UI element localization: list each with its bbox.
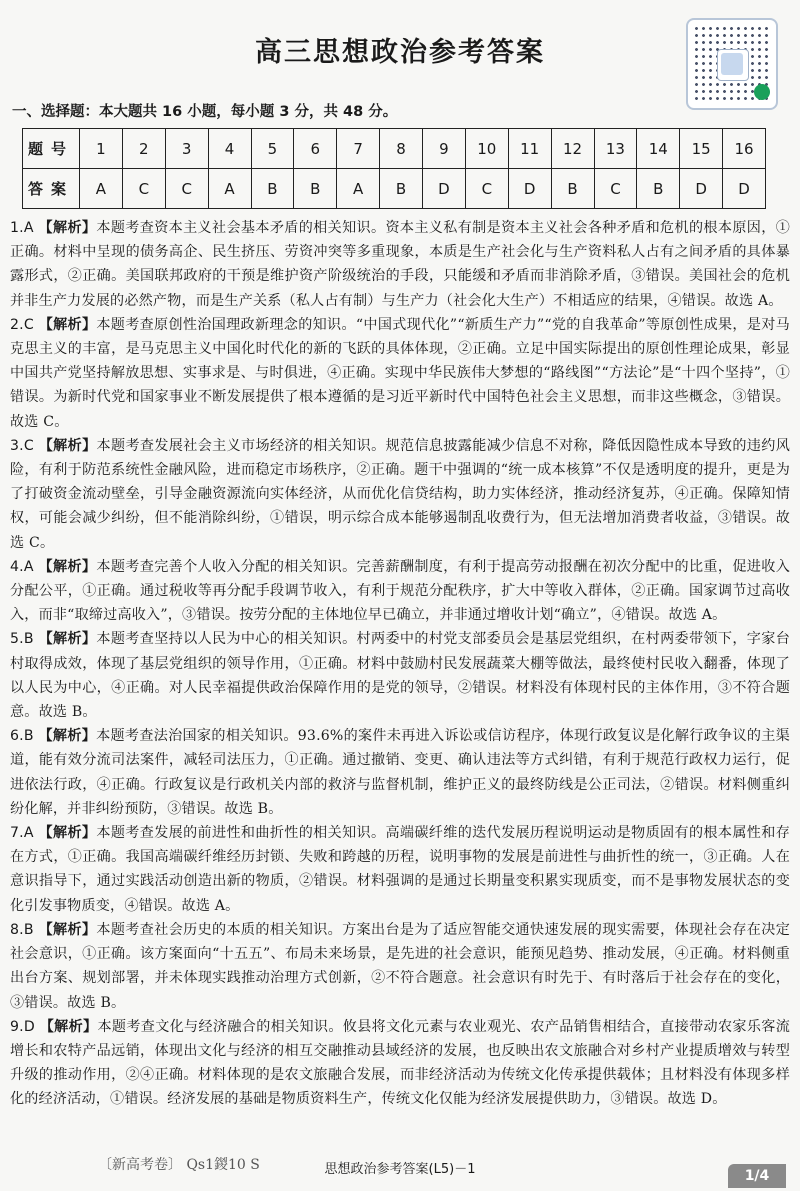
footer-exam-code: 〔新高考卷〕 Qs1鍐10 S xyxy=(98,1157,260,1173)
item-number: 8.B xyxy=(10,921,34,938)
question-number: 12 xyxy=(551,129,594,169)
page-indicator: 1/4 xyxy=(728,1164,786,1188)
page-title: 高三思想政治参考答案 xyxy=(255,37,545,68)
question-number: 8 xyxy=(380,129,423,169)
answer-cell: A xyxy=(80,169,123,209)
question-number: 15 xyxy=(680,129,723,169)
row-label-number: 题号 xyxy=(23,129,80,169)
explanation-item xyxy=(10,216,790,313)
explanation-item xyxy=(10,821,790,918)
item-number: 9.D xyxy=(10,1018,35,1035)
analysis-tag: 【解析】 xyxy=(38,631,97,648)
item-number: 4.A xyxy=(10,558,34,575)
analysis-tag: 【解析】 xyxy=(38,437,97,454)
answer-cell: A xyxy=(208,169,251,209)
mini-program-logo-icon xyxy=(721,53,743,75)
question-number: 4 xyxy=(208,129,251,169)
answer-table xyxy=(22,128,766,209)
explanation-item xyxy=(10,918,790,1015)
item-text: 本题考查发展的前进性和曲折性的相关知识。高端碳纤维的迭代发展历程说明运动是物质固有的根本属性和存在方式，①正确。我国高端碳纤维经历封锁、失败和跨越的历程，说明事物的发展是前进性与曲折性的统一，③正确。人在意识指导下，通过实践活动创造出新的物质，②错误。材料强调的是通过长期量变积累实现质变，而不是事物发展状态的变化引发事物质变，④错误。故选 A。 xyxy=(10,825,790,914)
answer-cell: D xyxy=(723,169,766,209)
item-text: 本题考查社会历史的本质的相关知识。方案出台是为了适应智能交通快速发展的现实需要，体现社会存在决定社会意识，①正确。该方案面向“十五五”、布局未来场景，是先进的社会意识，能预见趋势、推动发展，④正确。材料侧重出台方案、规划部署，并未体现实践推动治理方式创新，②不符合题意。社会意识有时先于、有时落后于社会存在的变化，③错误。故选 B。 xyxy=(10,921,790,1011)
answer-cell: C xyxy=(594,169,637,209)
question-number: 11 xyxy=(508,129,551,169)
question-number: 10 xyxy=(465,129,508,169)
analysis-tag: 【解析】 xyxy=(38,558,97,575)
answer-cell: C xyxy=(465,169,508,209)
answer-row xyxy=(23,169,766,209)
item-text: 本题考查法治国家的相关知识。93.6%的案件未再进入诉讼或信访程序，体现行政复议是化解行政争议的主渠道，能有效分流司法案件，减轻司法压力，①正确。通过撤销、变更、确认违法等方式纠错，有利于规范行政权力运行，促进依法行政，④正确。行政复议是行政机关内部的救济与监督机制，维护正义的最终防线是公正司法，②错误。材料侧重纠纷化解，并非纠纷预防，③错误。故选 B。 xyxy=(10,728,790,817)
question-number: 7 xyxy=(337,129,380,169)
item-text: 本题考查原创性治国理政新理念的知识。“中国式现代化”“新质生产力”“党的自我革命”等原创性成果，是对马克思主义的丰富，是马克思主义中国化时代化的新的飞跃的具体体现，②正确。立足中国实际提出的原创性理论成果，彰显中国共产党坚持解放思想、实事求是、与时俱进，④正确。实现中华民族伟大梦想的“路线图”“方法论”是“十四个坚持”，①错误。为新时代党和国家事业不断发展提供了根本遵循的是习近平新时代中国特色社会主义思想，而非这些概念，③错误。故选 C。 xyxy=(10,316,790,430)
answer-cell: B xyxy=(551,169,594,209)
item-number: 1.A xyxy=(10,220,34,236)
item-text: 本题考查完善个人收入分配的相关知识。完善薪酬制度，有利于提高劳动报酬在初次分配中的比重，促进收入分配公平，①正确。通过税收等再分配手段调节收入，有利于规范分配秩序，扩大中等收入群体，②正确。国家调节过高收入，而非“取缔过高收入”，③错误。按劳分配的主体地位早已确立，并非通过增收计划“确立”，④错误。故选 A。 xyxy=(10,558,790,624)
analysis-tag: 【解析】 xyxy=(38,825,97,842)
item-number: 3.C xyxy=(10,437,34,454)
item-text: 本题考查资本主义社会基本矛盾的相关知识。资本主义私有制是资本主义社会各种矛盾和危机的根本原因，①正确。材料中呈现的债务高企、民生挤压、劳资冲突等多重现象，本质是生产社会化与生产资料私人占有之间矛盾的具体暴露形式，②正确。美国联邦政府的干预是维护资产阶级统治的手段，只能缓和矛盾而非消除矛盾，③错误。美国社会的危机并非生产力发展的必然产物，而是生产关系（私人占有制）与生产力（社会化大生产）不相适应的结果，④错误。故选 A。 xyxy=(10,220,790,309)
explanation-item xyxy=(10,1015,790,1112)
answer-cell: D xyxy=(680,169,723,209)
analysis-tag: 【解析】 xyxy=(38,220,97,236)
question-number: 5 xyxy=(251,129,294,169)
question-number: 6 xyxy=(294,129,337,169)
wechat-badge-icon xyxy=(754,84,770,100)
question-number: 16 xyxy=(723,129,766,169)
question-number: 9 xyxy=(423,129,466,169)
answer-cell: B xyxy=(251,169,294,209)
question-number-row xyxy=(23,129,766,169)
question-number: 3 xyxy=(165,129,208,169)
question-number: 14 xyxy=(637,129,680,169)
answer-cell: B xyxy=(380,169,423,209)
explanation-item xyxy=(10,313,790,434)
section-heading: 一、选择题：本大题共 16 小题，每小题 3 分，共 48 分。 xyxy=(12,104,398,120)
item-text: 本题考查文化与经济融合的相关知识。攸县将文化元素与农业观光、农产品销售相结合，直接带动农家乐客流增长和农特产品远销，体现出文化与经济的相互交融推动县域经济的发展，也反映出农文旅融合对乡村产业提质增效与转型升级的推动作用，②④正确。材料体现的是农文旅融合发展，而非经济活动为传统文化传承提供载体；且材料没有体现多样化的经济活动，①错误。经济发展的基础是物质资料生产，传统文化仅能为经济发展提供助力，③错误。故选 D。 xyxy=(10,1018,790,1108)
answer-cell: B xyxy=(294,169,337,209)
answer-cell: B xyxy=(637,169,680,209)
question-number: 1 xyxy=(80,129,123,169)
analysis-tag: 【解析】 xyxy=(38,728,97,745)
question-number: 2 xyxy=(122,129,165,169)
explanation-item xyxy=(10,627,790,724)
item-number: 6.B xyxy=(10,728,34,745)
item-number: 7.A xyxy=(10,825,34,842)
analysis-tag: 【解析】 xyxy=(39,1018,98,1035)
analysis-tag: 【解析】 xyxy=(38,921,97,938)
item-text: 本题考查发展社会主义市场经济的相关知识。规范信息披露能减少信息不对称，降低因隐性成本导致的违约风险，有利于防范系统性金融风险，进而稳定市场秩序，②正确。题干中强调的“统一成本核算”不仅是透明度的提升，更是为了打破资金流动壁垒，引导金融资源流向实体经济，从而优化信贷结构，助力实体经济，推动经济复苏，④正确。保障知情权，可能会减少纠纷，但不能消除纠纷，①错误，明示综合成本能够遏制乱收费行为，但无法增加消费者收益，③错误。故选 C。 xyxy=(10,437,790,551)
question-number: 13 xyxy=(594,129,637,169)
qr-code-image xyxy=(686,18,778,110)
answer-cell: C xyxy=(122,169,165,209)
item-text: 本题考查坚持以人民为中心的相关知识。村两委中的村党支部委员会是基层党组织，在村两委带领下，字家台村取得成效，体现了基层党组织的领导作用，①正确。材料中鼓励村民发展蔬菜大棚等做法，最终使村民收入翻番，体现了以人民为中心，④正确。对人民幸福提供政治保障作用的是党的领导，②错误。材料没有体现村民的主体作用，③不符合题意。故选 B。 xyxy=(10,631,790,721)
explanation-list xyxy=(10,216,790,1112)
explanation-item xyxy=(10,434,790,555)
row-label-answer: 答案 xyxy=(23,169,80,209)
answer-cell: D xyxy=(508,169,551,209)
explanation-item xyxy=(10,555,790,628)
item-number: 5.B xyxy=(10,631,34,648)
item-number: 2.C xyxy=(10,316,34,333)
footer-page-label: 思想政治参考答案(L5)－1 xyxy=(324,1162,476,1177)
analysis-tag: 【解析】 xyxy=(38,316,97,333)
explanation-item xyxy=(10,724,790,821)
answer-cell: C xyxy=(165,169,208,209)
answer-cell: D xyxy=(423,169,466,209)
answer-cell: A xyxy=(337,169,380,209)
